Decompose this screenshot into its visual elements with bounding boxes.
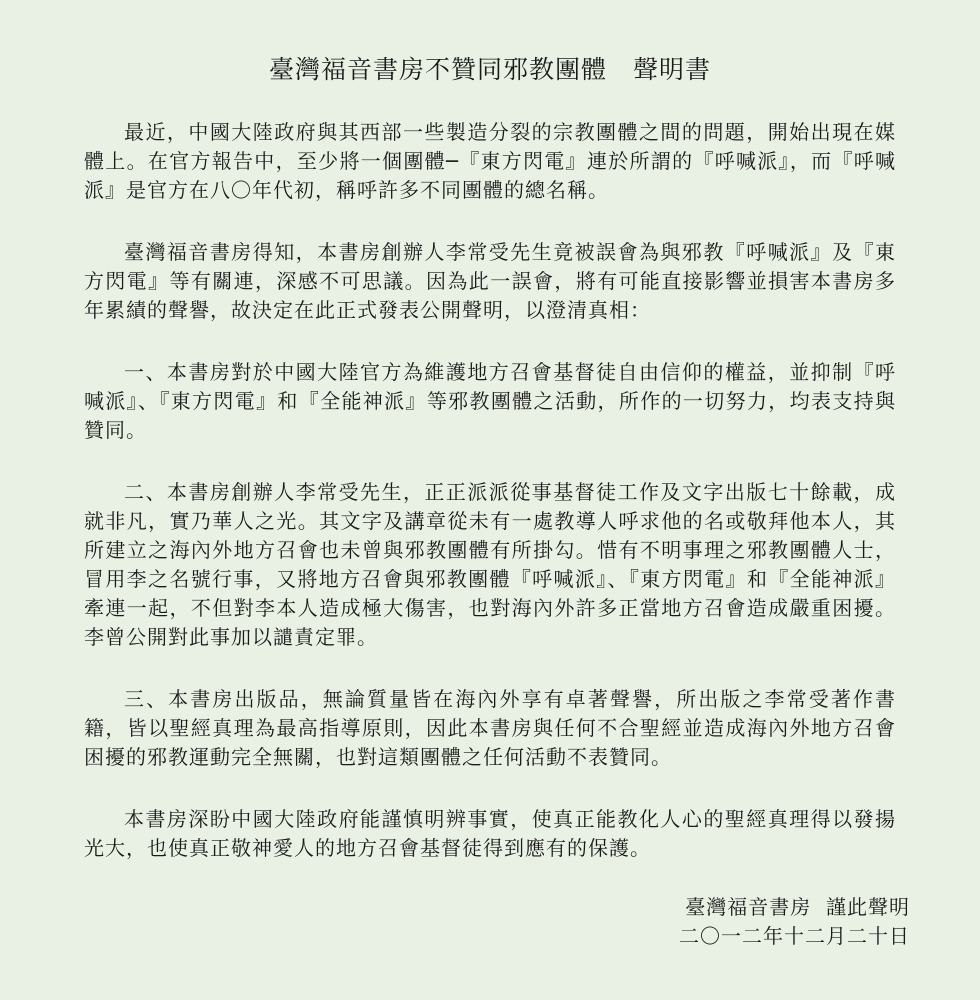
paragraph-conclusion: 本書房深盼中國大陸政府能謹慎明辨事實，使真正能教化人心的聖經真理得以發揚光大，也使真正敬神愛人的地方召會基督徒得到應有的保護。 [84,807,896,860]
signature-issuer: 臺灣福音書房 謹此聲明 [685,895,910,919]
paragraph-intro: 最近，中國大陸政府與其西部一些製造分裂的宗教團體之間的問題，開始出現在媒體上。在官方報告中，至少將一個團體─『東方閃電』連於所謂的『呼喊派』，而『呼喊派』是官方在八〇年代初，稱呼許多不同團體的總名稱。 [84,120,896,202]
paragraph-purpose: 臺灣福音書房得知，本書房創辦人李常受先生竟被誤會為與邪教『呼喊派』及『東方閃電』等有關連，深感不可思議。因為此一誤會，將有可能直接影響並損害本書房多年累績的聲譽，故決定在此正式發表公開聲明，以澄清真相： [84,240,896,322]
signature-block [679,893,910,951]
statement-title: 臺灣福音書房不贊同邪教團體 聲明書 [268,55,711,84]
signature-date: 二〇一二年十二月二十日 [679,924,910,948]
paragraph-point-one: 一、本書房對於中國大陸官方為維護地方召會基督徒自由信仰的權益，並抑制『呼喊派』、『東方閃電』和『全能神派』等邪教團體之活動，所作的一切努力，均表支持與贊同。 [84,360,896,442]
paragraph-point-three: 三、本書房出版品，無論質量皆在海內外享有卓著聲譽，所出版之李常受著作書籍，皆以聖經真理為最高指導原則，因此本書房與任何不合聖經並造成海內外地方召會困擾的邪教運動完全無關，也對這類團體之任何活動不表贊同。 [84,687,896,769]
paragraph-point-two: 二、本書房創辦人李常受先生，正正派派從事基督徒工作及文字出版七十餘載，成就非凡，實乃華人之光。其文字及講章從未有一處教導人呼求他的名或敬拜他本人，其所建立之海內外地方召會也未曾與邪教團體有所掛勾。惜有不明事理之邪教團體人士，冒用李之名號行事，又將地方召會與邪教團體『呼喊派』、『東方閃電』和『全能神派』牽連一起，不但對李本人造成極大傷害，也對海內外許多正當地方召會造成嚴重困擾。李曾公開對此事加以譴責定罪。 [84,480,896,649]
